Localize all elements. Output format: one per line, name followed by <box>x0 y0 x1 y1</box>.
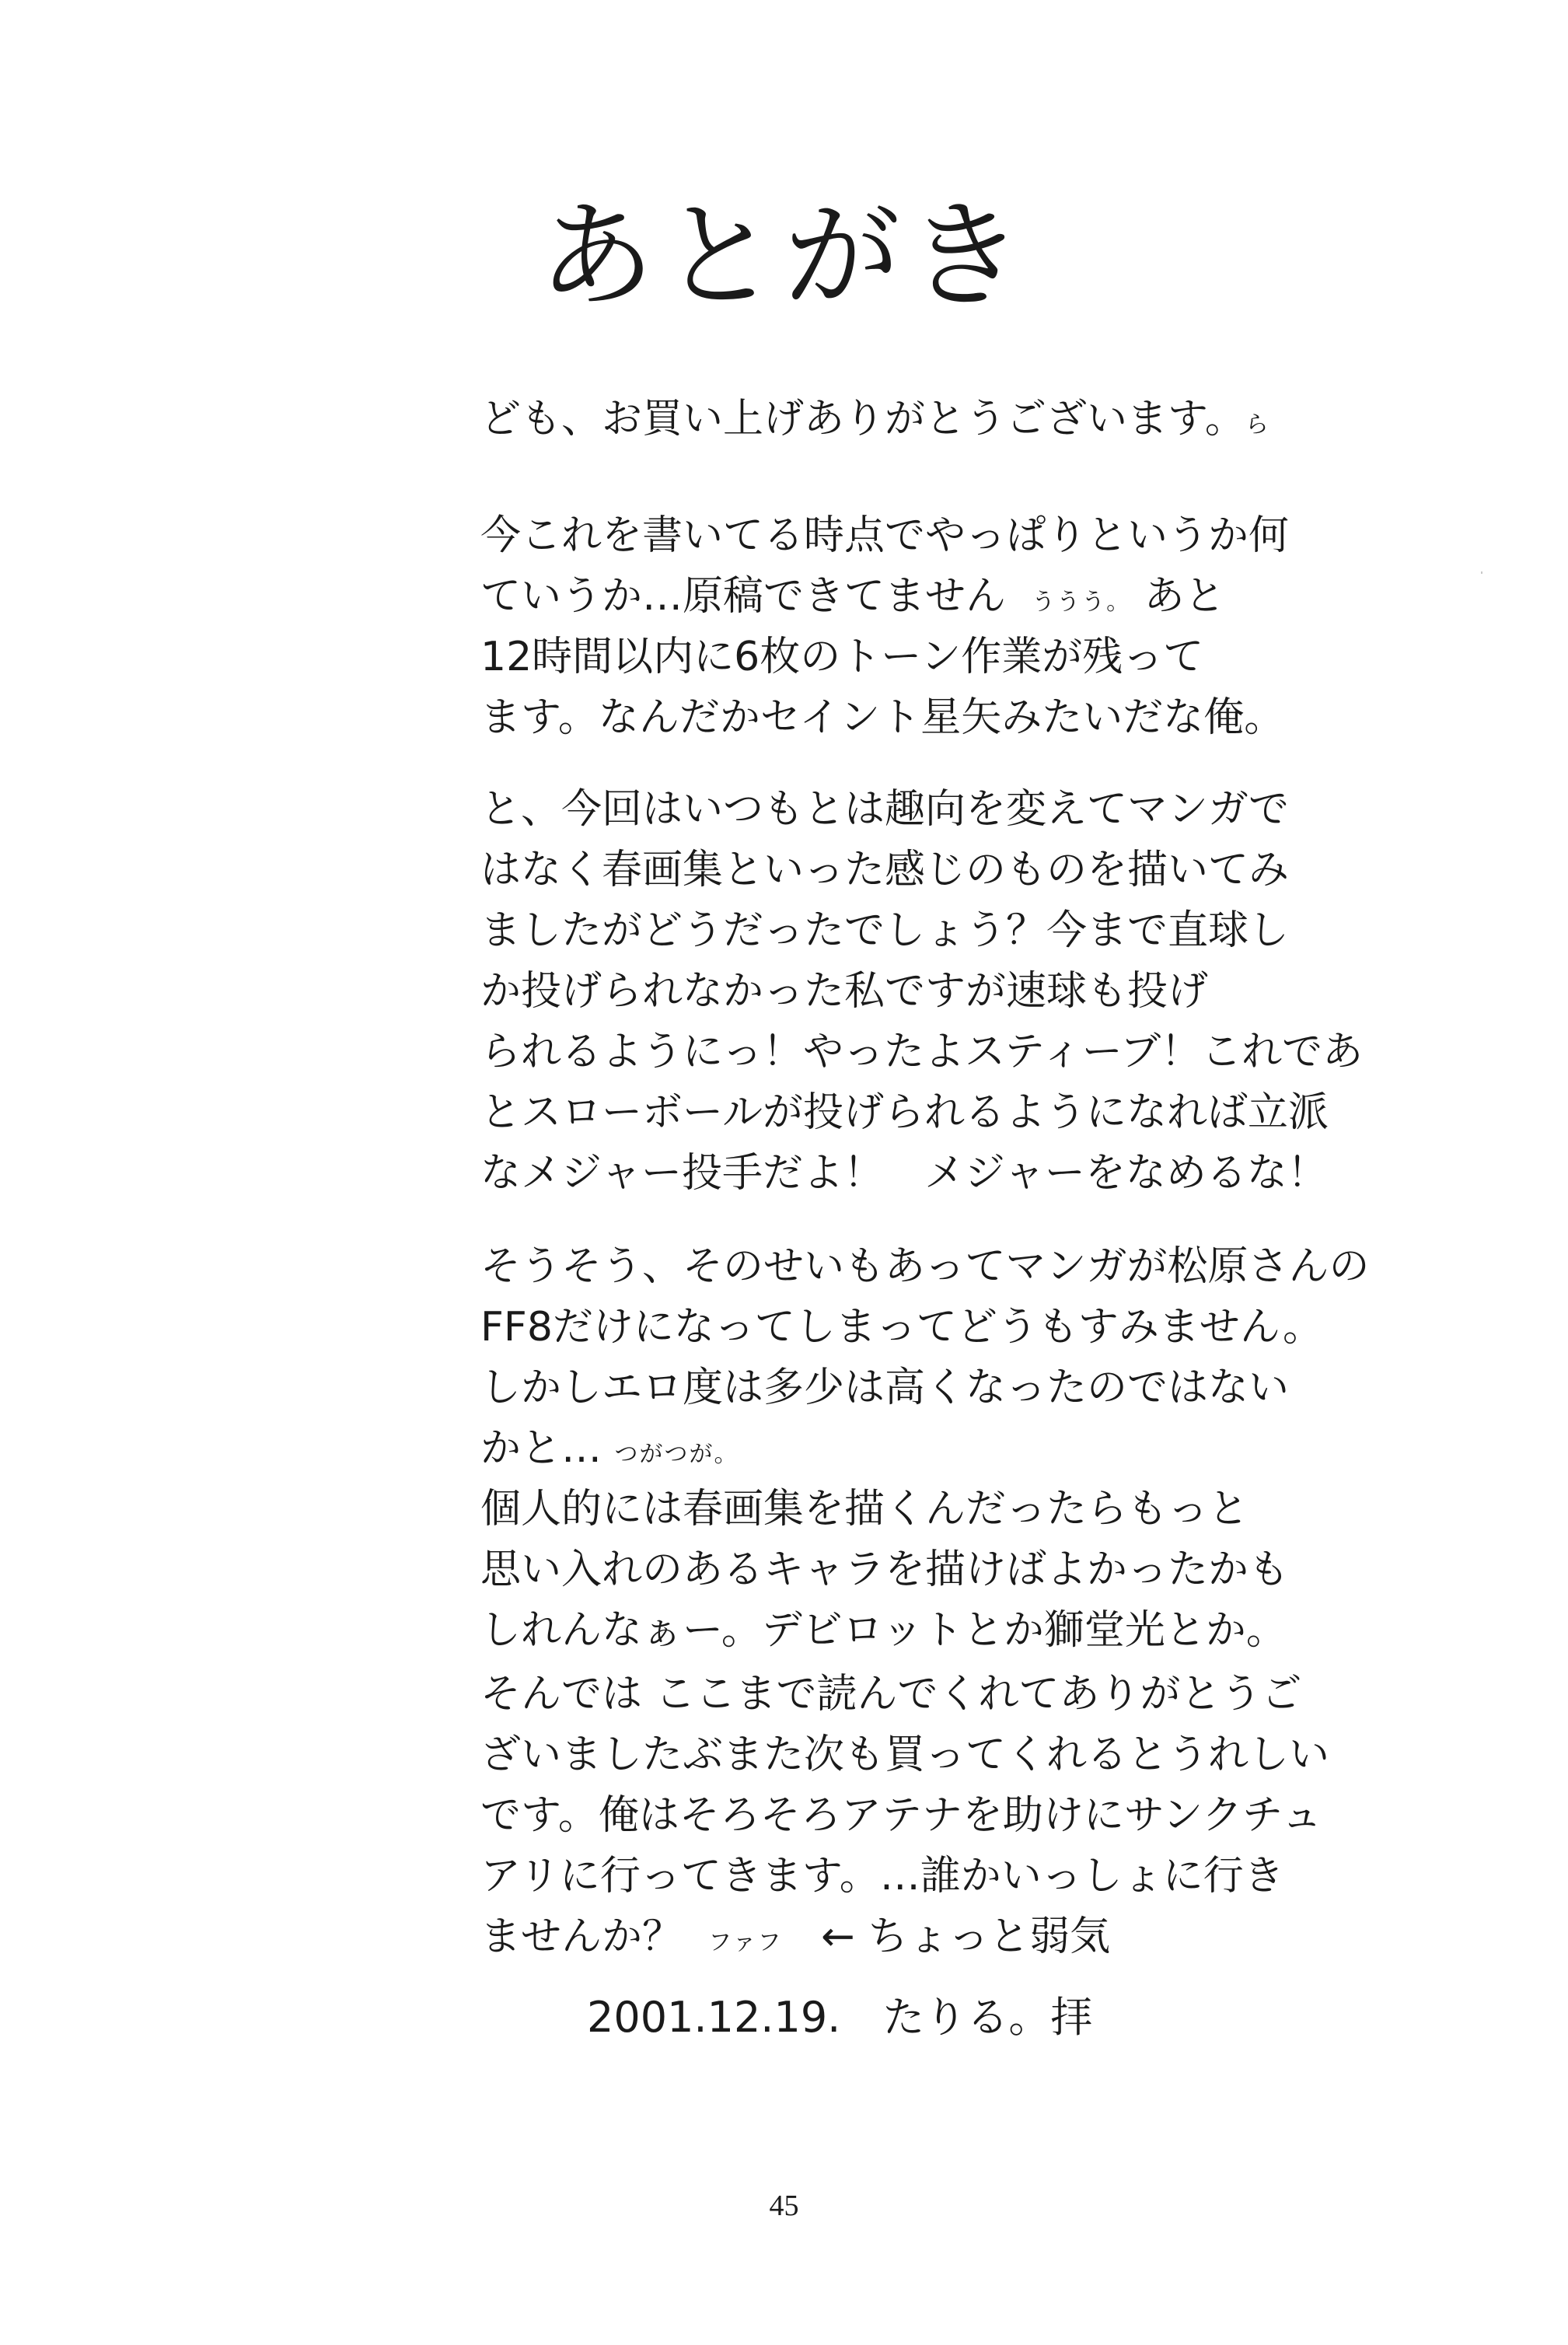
paragraph-line: 今これを書いてる時点でやっぱりというか何 <box>480 512 1290 559</box>
paragraph-line: られるようにっ！やったよスティーブ！これであ <box>480 1029 1364 1075</box>
paragraph-line: ます。なんだかセイント星矢みたいだな俺。 <box>480 694 1285 741</box>
paragraph-line: です。俺はそろそろアテナを助けにサンクチュ <box>480 1792 1322 1839</box>
greeting-tail: ら <box>1245 411 1270 439</box>
paragraph-aside: ファフ <box>708 1929 783 1956</box>
greeting-line <box>480 389 1270 456</box>
paragraph-line: ましたがどうだったでしょう？今まで直球し <box>480 907 1290 954</box>
paragraph-line: 12時間以内に6枚のトーン作業が残って <box>480 634 1204 680</box>
page-number: 45 <box>769 2189 799 2222</box>
paragraph-line: なメジャー投手だよ！ メジャーをなめるな！ <box>480 1150 1328 1197</box>
paragraph-line-text: かと… <box>480 1425 602 1472</box>
paragraph-line: しかしエロ度は多少は高くなったのではない <box>480 1365 1290 1411</box>
paragraph-aside: ううう。 <box>1032 589 1132 616</box>
scan-speck <box>1481 571 1482 574</box>
paragraph-line-text: ていうか…原稿できてません <box>480 573 1007 620</box>
paragraph-line: しれんなぁー。デビロットとか獅堂光とか。 <box>480 1607 1287 1654</box>
paragraph-aside: つがつが。 <box>614 1441 739 1468</box>
paragraph-line: FF8だけになってしまってどうもすみません。 <box>480 1304 1324 1351</box>
paragraph-1 <box>480 505 1290 748</box>
paragraph-line <box>480 1418 1258 1479</box>
paragraph-line: アリに行ってきます。…誰かいっしょに行き <box>480 1853 1284 1899</box>
paragraph-line-text: ませんか？ <box>480 1913 683 1960</box>
paragraph-note: ← ちょっと弱気 <box>821 1913 1111 1960</box>
paragraph-line: そんでは ここまで読んでくれてありがとうご <box>480 1671 1302 1718</box>
greeting-text: ども、お買い上げありがとうございます。 <box>480 396 1245 442</box>
paragraph-3 <box>480 1236 1370 1661</box>
paragraph-line: そうそう、そのせいもあってマンガが松原さんの <box>480 1243 1370 1290</box>
paragraph-line <box>480 566 1258 627</box>
paragraph-line-end: あと <box>1144 573 1225 620</box>
paragraph-line: ざいましたぶまた次も買ってくれるとうれしい <box>480 1732 1330 1778</box>
page-title: あとがき <box>538 189 1030 324</box>
signature-date: 2001.12.19. たりる。拝 <box>587 1993 1093 2042</box>
paragraph-4 <box>480 1664 1330 1967</box>
paragraph-line: 個人的には春画集を描くんだったらもっと <box>480 1486 1249 1532</box>
paragraph-2 <box>480 779 1364 1204</box>
paragraph-line: とスローボールが投げられるようになれば立派 <box>480 1089 1329 1136</box>
paragraph-line: 思い入れのあるキャラを描けばよかったかも <box>480 1546 1290 1593</box>
paragraph-line: か投げられなかった私ですが速球も投げ <box>480 968 1209 1015</box>
paragraph-line: と、今回はいつもとは趣向を変えてマンガで <box>480 786 1290 833</box>
paragraph-line: はなく春画集といった感じのものを描いてみ <box>480 847 1290 893</box>
paragraph-line <box>480 1906 1258 1967</box>
